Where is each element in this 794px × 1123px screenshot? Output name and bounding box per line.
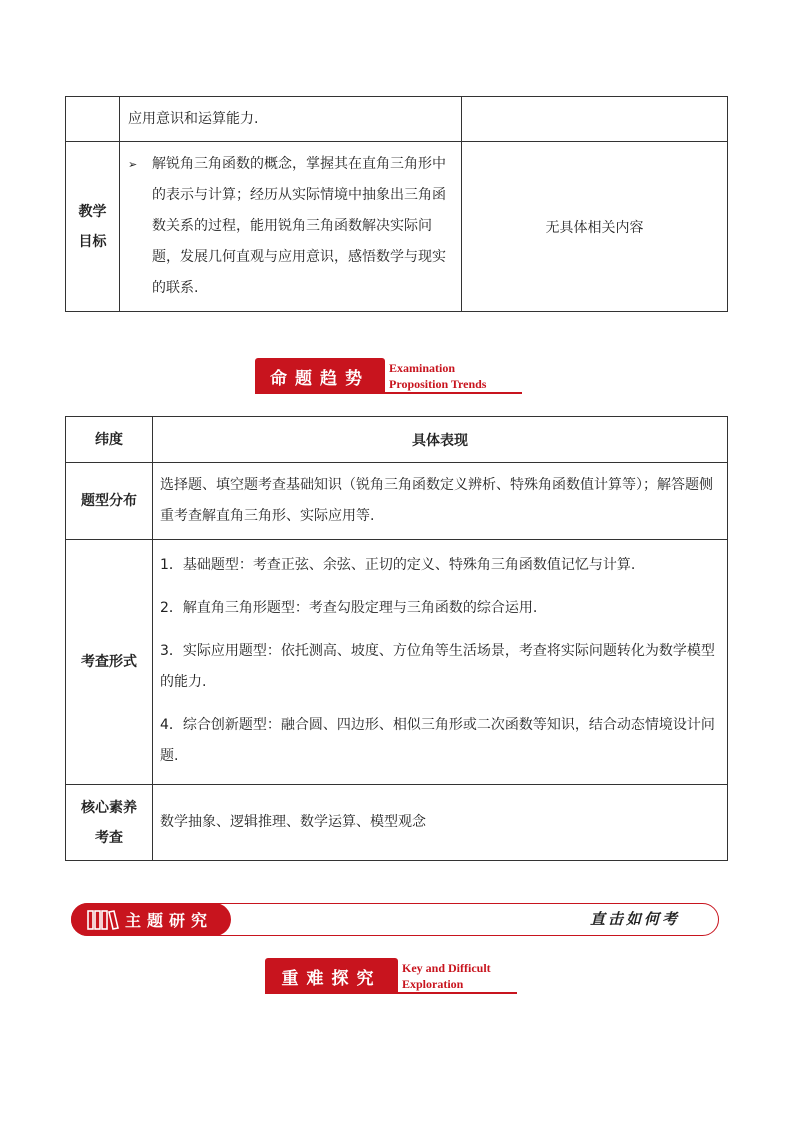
row-label: 考查形式 — [66, 540, 153, 785]
banner-title: 重难探究 — [265, 958, 398, 994]
row-paragraph: 1．基础题型：考查正弦、余弦、正切的定义、特殊角三角函数值记忆与计算. — [160, 557, 636, 573]
label-line-1: 核心素养 — [81, 799, 137, 816]
trends-row-literacy — [66, 785, 728, 861]
row-paragraph: 3．实际应用题型：依托测高、坡度、方位角等生活场景，考查将实际问题转化为数学模型的能力. — [160, 643, 715, 690]
label-line-1: 教学 — [78, 203, 107, 220]
trends-header-row — [66, 417, 728, 463]
row-body — [153, 785, 728, 861]
arrow-bullet-icon: ➢ — [128, 158, 138, 171]
topic-pill — [71, 903, 231, 936]
objectives-row2-text: 解锐角三角函数的概念，掌握其在直角三角形中的表示与计算；经历从实际情境中抽象出三角函数关系的过程，能用锐角三角函数解决实际问题，发展几何直观与应用意识，感悟数学与现实的联系. — [152, 156, 446, 296]
row-paragraph: 2．解直角三角形题型：考查勾股定理与三角函数的综合运用. — [160, 600, 538, 616]
objectives-row2-right: 无具体相关内容 — [462, 142, 728, 312]
header-body: 具体表现 — [153, 417, 728, 463]
topic-right-text: 直击如何考 — [589, 910, 680, 928]
row-paragraph: 选择题、填空题考查基础知识（锐角三角函数定义辨析、特殊角函数值计算等）；解答题侧重考查解直角三角形、实际应用等. — [160, 477, 713, 524]
objectives-table — [65, 96, 728, 312]
objectives-row2-text-cell — [120, 142, 462, 312]
row-label — [66, 785, 153, 861]
banner-title: 命题趋势 — [255, 358, 385, 394]
banner-english-line2: Proposition Trends — [389, 377, 487, 391]
row-paragraph: 数学抽象、逻辑推理、数学运算、模型观念 — [160, 814, 426, 830]
row-body — [153, 540, 728, 785]
objectives-row2-label — [66, 142, 120, 312]
objectives-row1-text: 应用意识和运算能力. — [120, 97, 462, 142]
row-paragraph: 4．综合创新题型：融合圆、四边形、相似三角形或二次函数等知识，结合动态情境设计问题. — [160, 717, 715, 764]
trends-table — [65, 416, 728, 861]
label-line-2: 考查 — [95, 829, 123, 846]
topic-research-bar — [71, 903, 719, 936]
objectives-row1-right — [462, 97, 728, 142]
trends-row-distribution — [66, 463, 728, 540]
row-label: 题型分布 — [66, 463, 153, 540]
objectives-row1-label — [66, 97, 120, 142]
banner-english — [398, 960, 517, 994]
objectives-row-continued — [66, 97, 728, 142]
trends-row-forms — [66, 540, 728, 785]
banner-english — [385, 360, 522, 394]
banner-english-line1: Examination — [389, 361, 456, 375]
banner-proposition-trends — [255, 358, 522, 394]
row-body — [153, 463, 728, 540]
topic-title: 主题研究 — [125, 911, 214, 930]
books-icon — [87, 909, 119, 931]
header-dimension: 纬度 — [66, 417, 153, 463]
objectives-row-goals — [66, 142, 728, 312]
banner-key-difficult — [265, 958, 517, 994]
banner-english-line2: Exploration — [402, 977, 464, 991]
label-line-2: 目标 — [78, 233, 107, 250]
banner-english-line1: Key and Difficult — [402, 961, 491, 975]
